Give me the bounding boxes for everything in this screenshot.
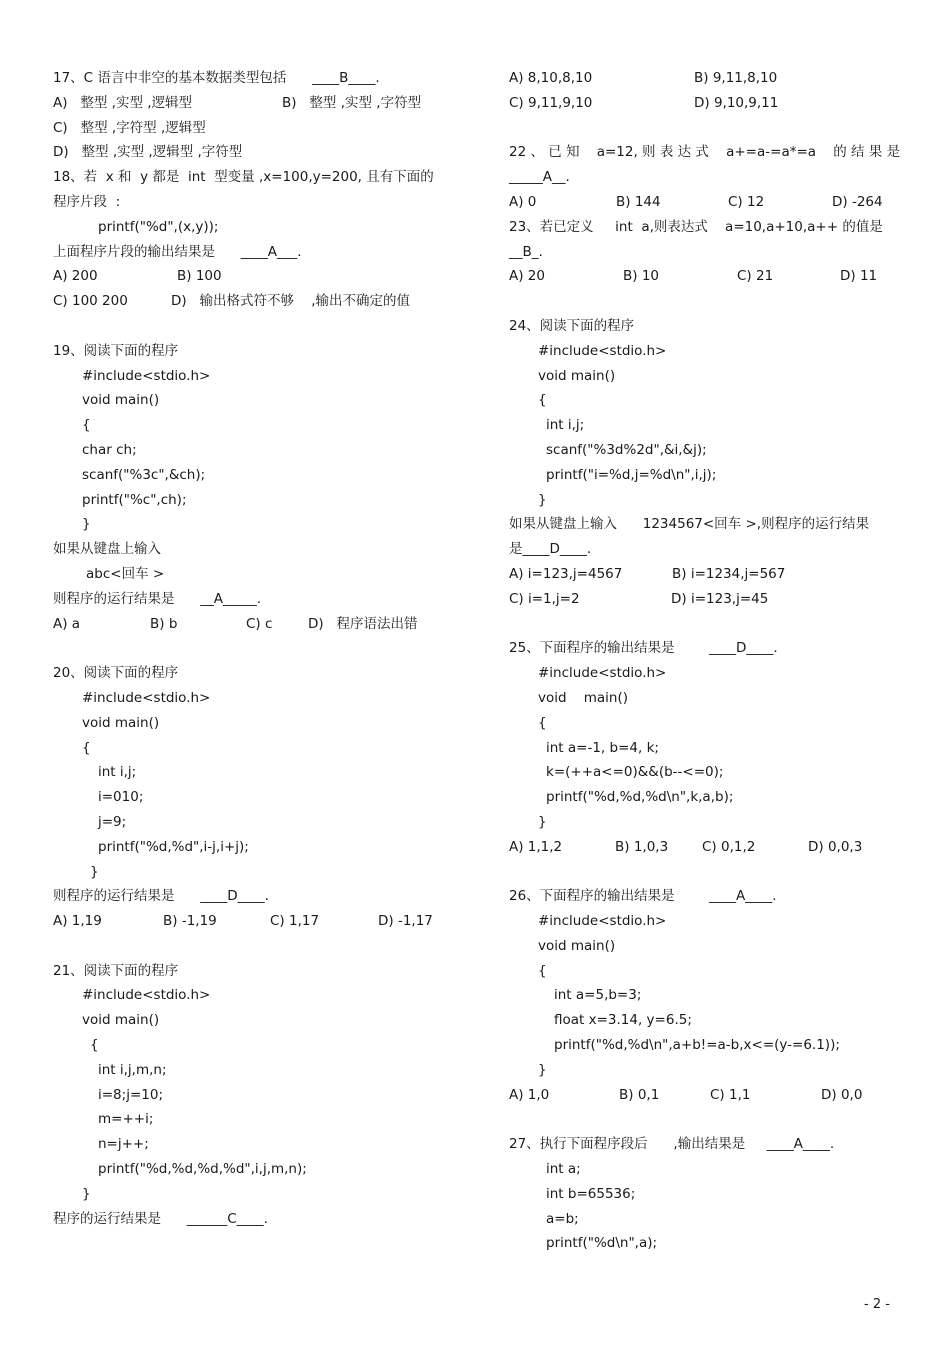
text-line: }: [538, 813, 547, 830]
text-line: 24、阅读下面的程序: [509, 317, 635, 334]
answer-option: D) i=123,j=45: [671, 590, 769, 607]
text-line: void main(): [538, 689, 628, 706]
answer-option: D) -264: [832, 193, 883, 210]
right-column: [509, 66, 909, 1256]
text-line: char ch;: [82, 441, 137, 458]
answer-option: D) 11: [840, 268, 878, 285]
text-line: 上面程序片段的输出结果是 ____A___.: [53, 243, 302, 260]
text-line: i=8;j=10;: [98, 1086, 163, 1103]
options-row: [53, 91, 453, 116]
answer-option: A) 0: [509, 193, 537, 210]
text-line: scanf("%3d%2d",&i,&j);: [546, 441, 707, 458]
options-row: [509, 562, 909, 587]
text-line: 23、若已定义 int a,则表达式 a=10,a+10,a++ 的值是: [509, 218, 883, 235]
text-line: 26、下面程序的输出结果是 ____A____.: [509, 888, 777, 905]
answer-option: C) 12: [728, 193, 765, 210]
options-row: [509, 1083, 909, 1108]
answer-option: C) 9,11,9,10: [509, 94, 593, 111]
text-line: 27、执行下面程序段后 ,输出结果是 ____A____.: [509, 1136, 835, 1153]
options-row: [509, 587, 909, 612]
options-row: [509, 66, 909, 91]
blank-line: [509, 612, 909, 637]
text-line: 则程序的运行结果是 ____D____.: [53, 888, 269, 905]
answer-option: A) i=123,j=4567: [509, 565, 623, 582]
options-row: [53, 612, 453, 637]
text-line: printf("%d,%d",i-j,i+j);: [98, 838, 249, 855]
text-line: m=++i;: [98, 1111, 154, 1128]
left-column: [53, 66, 453, 1231]
answer-option: C) c: [246, 615, 273, 632]
text-line: }: [82, 516, 91, 533]
text-line: a=b;: [546, 1210, 579, 1227]
text-line: void main(): [538, 367, 616, 384]
blank-line: [53, 934, 453, 959]
text-line: {: [538, 962, 547, 979]
text-line: __B_.: [509, 243, 543, 260]
text-line: 如果从键盘上输入 1234567<回车 >,则程序的运行结果: [509, 516, 870, 533]
text-line: int a;: [546, 1161, 581, 1178]
answer-option: A) 200: [53, 268, 98, 285]
answer-option: C) 1,1: [710, 1086, 751, 1103]
text-line: j=9;: [98, 813, 127, 830]
text-line: 如果从键盘上输入: [53, 541, 161, 558]
text-line: float x=3.14, y=6.5;: [554, 1012, 692, 1029]
answer-option: A) a: [53, 615, 81, 632]
text-line: 是____D____.: [509, 541, 592, 558]
text-line: int i,j;: [546, 417, 585, 434]
text-line: scanf("%3c",&ch);: [82, 466, 206, 483]
blank-line: [509, 1107, 909, 1132]
options-row: [509, 264, 909, 289]
text-line: {: [538, 392, 547, 409]
blank-line: [53, 314, 453, 339]
text-line: _____A__.: [509, 169, 570, 186]
text-line: }: [538, 491, 547, 508]
answer-option: D) 输出格式符不够 ,输出不确定的值: [171, 293, 410, 310]
text-line: }: [82, 1185, 91, 1202]
text-line: #include<stdio.h>: [538, 665, 667, 682]
answer-option: D) 9,10,9,11: [694, 94, 779, 111]
options-row: [53, 909, 453, 934]
text-line: {: [82, 417, 91, 434]
answer-option: A) 8,10,8,10: [509, 70, 593, 86]
text-line: #include<stdio.h>: [82, 689, 211, 706]
answer-option: B) 144: [616, 193, 661, 210]
answer-option: C) 1,17: [270, 913, 320, 930]
answer-option: A) 1,0: [509, 1086, 550, 1103]
options-row: [509, 835, 909, 860]
answer-option: D) 程序语法出错: [308, 615, 418, 632]
answer-option: A) 1,1,2: [509, 838, 563, 855]
text-line: 19、阅读下面的程序: [53, 342, 179, 359]
text-line: printf("i=%d,j=%d\n",i,j);: [546, 466, 717, 483]
text-line: 程序的运行结果是 ______C____.: [53, 1210, 268, 1227]
answer-option: C) 100 200: [53, 293, 128, 310]
answer-option: D) -1,17: [378, 913, 433, 930]
answer-option: B) 整型 ,实型 ,字符型: [282, 94, 422, 111]
answer-option: B) 1,0,3: [615, 838, 669, 855]
text-line: i=010;: [98, 789, 144, 806]
text-line: 则程序的运行结果是 __A_____.: [53, 590, 262, 607]
options-row: [53, 289, 453, 314]
text-line: k=(++a<=0)&&(b--<=0);: [546, 764, 724, 781]
options-row: [53, 264, 453, 289]
answer-option: B) 100: [177, 268, 222, 285]
answer-option: C) 21: [737, 268, 774, 285]
text-line: 17、C 语言中非空的基本数据类型包括 ____B____.: [53, 70, 380, 86]
text-line: 20、阅读下面的程序: [53, 665, 179, 682]
text-line: void main(): [82, 1012, 160, 1029]
answer-option: B) b: [150, 615, 178, 632]
blank-line: [509, 116, 909, 141]
text-line: int b=65536;: [546, 1185, 636, 1202]
text-line: {: [90, 1037, 99, 1054]
text-line: n=j++;: [98, 1136, 149, 1153]
text-line: printf("%c",ch);: [82, 491, 187, 508]
text-line: #include<stdio.h>: [538, 342, 667, 359]
text-line: 22 、 已 知 a=12, 则 表 达 式 a+=a-=a*=a 的 结 果 是: [509, 144, 901, 161]
text-line: #include<stdio.h>: [538, 913, 667, 930]
text-line: D) 整型 ,实型 ,逻辑型 ,字符型: [53, 144, 243, 161]
text-line: int i,j;: [98, 764, 137, 781]
text-line: 18、若 x 和 y 都是 int 型变量 ,x=100,y=200, 且有下面的: [53, 169, 434, 186]
text-line: printf("%d,%d\n",a+b!=a-b,x<=(y-=6.1));: [554, 1037, 840, 1054]
answer-option: A) 20: [509, 268, 545, 285]
answer-option: B) 9,11,8,10: [694, 70, 778, 86]
answer-option: C) i=1,j=2: [509, 590, 580, 607]
blank-line: [509, 860, 909, 885]
text-line: #include<stdio.h>: [82, 367, 211, 384]
text-line: abc<回车 >: [86, 565, 165, 582]
answer-option: D) 0,0,3: [808, 838, 863, 855]
answer-option: B) 10: [623, 268, 659, 285]
answer-option: A) 1,19: [53, 913, 102, 930]
text-line: int a=-1, b=4, k;: [546, 739, 659, 756]
options-row: [509, 190, 909, 215]
text-line: }: [538, 1061, 547, 1078]
text-line: printf("%d,%d,%d\n",k,a,b);: [546, 789, 734, 806]
text-line: }: [90, 863, 99, 880]
text-line: int i,j,m,n;: [98, 1061, 167, 1078]
text-line: int a=5,b=3;: [554, 987, 642, 1004]
page-number: - 2 -: [864, 1297, 890, 1312]
text-line: {: [538, 714, 547, 731]
text-line: 25、下面程序的输出结果是 ____D____.: [509, 640, 778, 657]
text-line: void main(): [82, 714, 160, 731]
text-line: C) 整型 ,字符型 ,逻辑型: [53, 119, 206, 136]
text-line: printf("%d,%d,%d,%d",i,j,m,n);: [98, 1161, 307, 1178]
text-line: printf("%d",(x,y));: [98, 218, 219, 235]
answer-option: B) 0,1: [619, 1086, 660, 1103]
blank-line: [509, 289, 909, 314]
options-row: [509, 91, 909, 116]
answer-option: D) 0,0: [821, 1086, 863, 1103]
answer-option: C) 0,1,2: [702, 838, 756, 855]
answer-option: B) i=1234,j=567: [672, 565, 786, 582]
answer-option: B) -1,19: [163, 913, 217, 930]
text-line: void main(): [538, 937, 616, 954]
text-line: 21、阅读下面的程序: [53, 962, 179, 979]
text-line: printf("%d\n",a);: [546, 1235, 658, 1252]
text-line: #include<stdio.h>: [82, 987, 211, 1004]
text-line: {: [82, 739, 91, 756]
blank-line: [53, 636, 453, 661]
text-line: 程序片段 :: [53, 193, 121, 210]
answer-option: A) 整型 ,实型 ,逻辑型: [53, 94, 193, 111]
text-line: void main(): [82, 392, 160, 409]
